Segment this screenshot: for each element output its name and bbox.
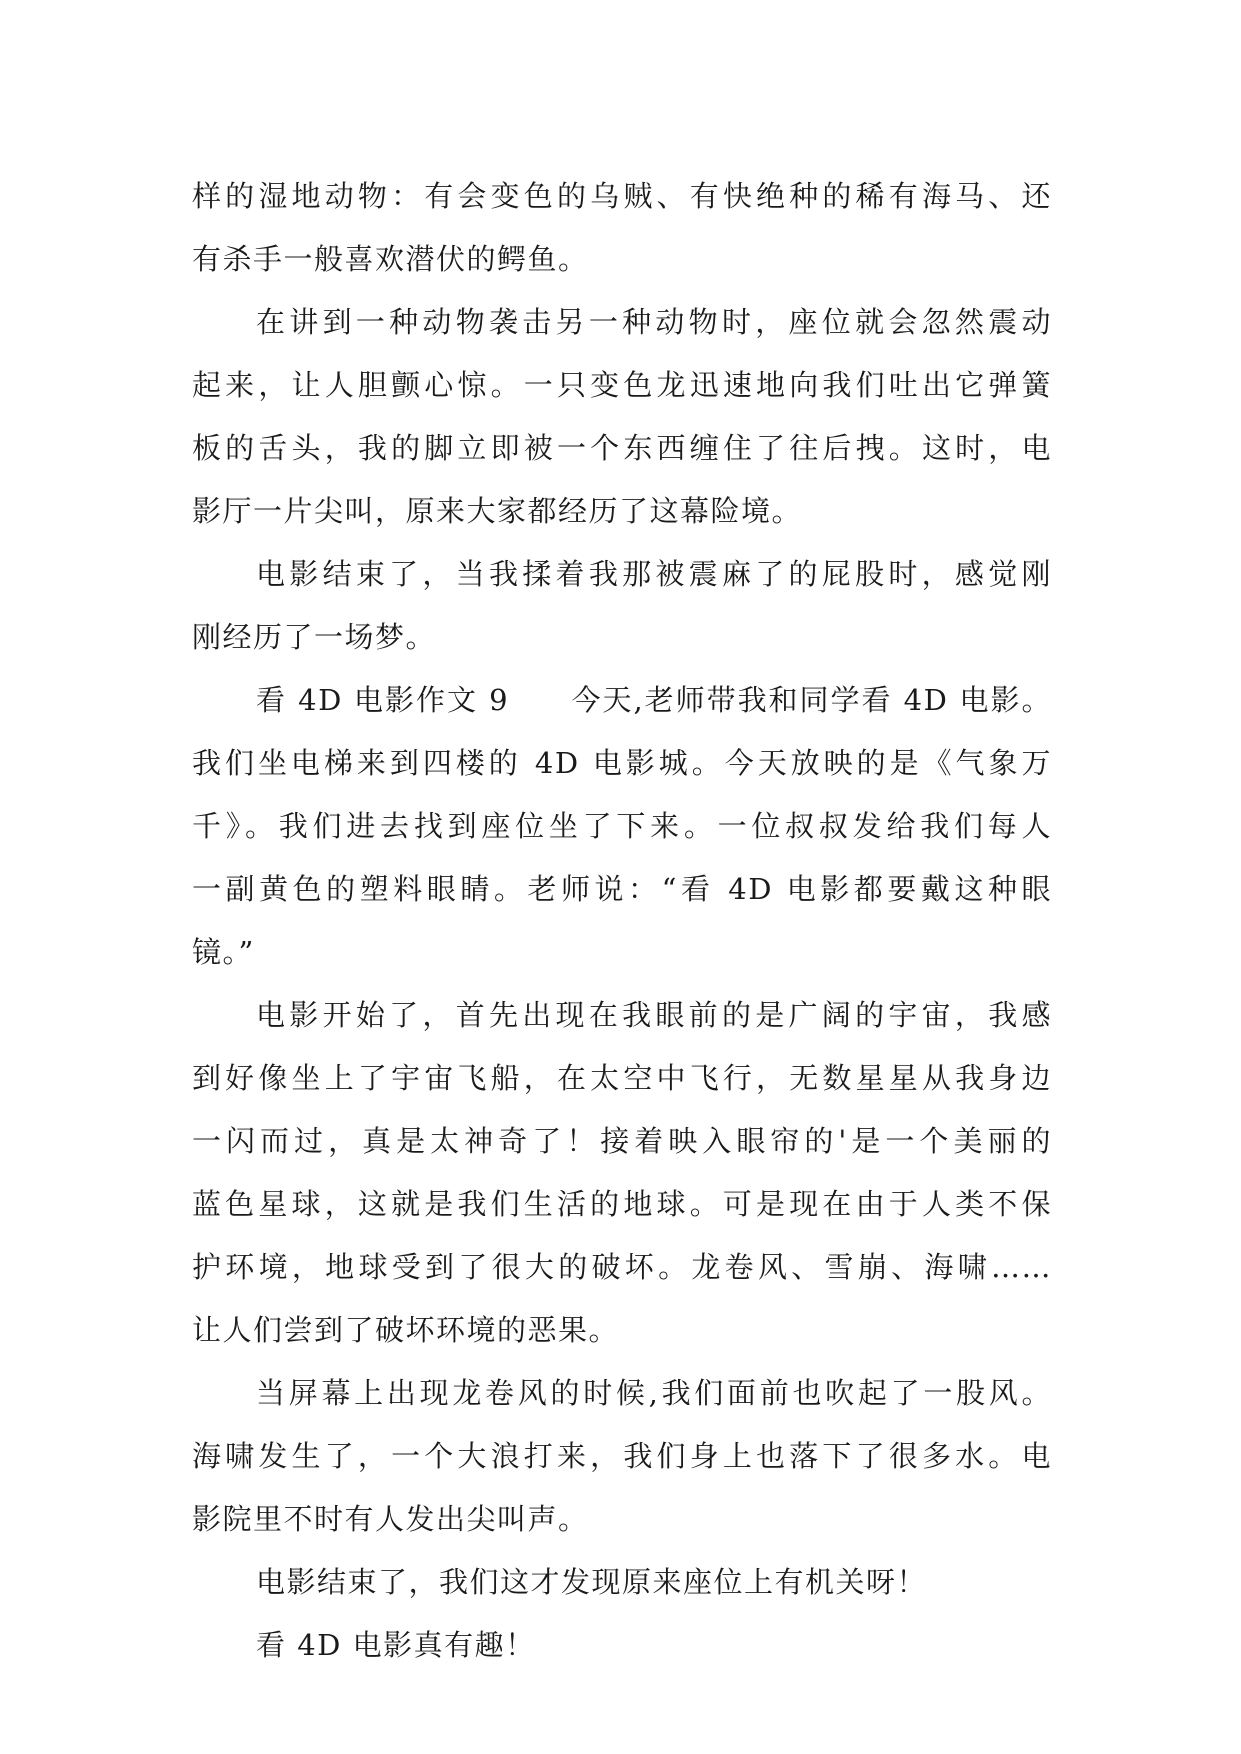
text-line: 护环境，地球受到了很大的破坏。龙卷风、雪崩、海啸…… [192,1250,1052,1284]
text-line: 看 4D 电影真有趣！ [256,1628,536,1662]
text-line: 让人们尝到了破坏环境的恶果。 [192,1313,620,1347]
body-text [192,165,1052,1677]
text-line: 到好像坐上了宇宙飞船，在太空中飞行，无数星星从我身边 [192,1061,1052,1095]
text-line: 在讲到一种动物袭击另一种动物时，座位就会忽然震动 [256,305,1052,339]
text-line: 起来，让人胆颤心惊。一只变色龙迅速地向我们吐出它弹簧 [192,368,1052,402]
text-line: 刚经历了一场梦。 [192,620,437,654]
text-line: 一闪而过，真是太神奇了！接着映入眼帘的'是一个美丽的 [192,1124,1052,1158]
text-line: 看 4D 电影作文 9 今天,老师带我和同学看 4D 电影。 [256,683,1052,717]
text-line: 电影结束了，我们这才发现原来座位上有机关呀！ [256,1565,928,1599]
text-line: 电影开始了，首先出现在我眼前的是广阔的宇宙，我感 [256,998,1052,1032]
text-line: 有杀手一般喜欢潜伏的鳄鱼。 [192,242,589,276]
text-line: 海啸发生了，一个大浪打来，我们身上也落下了很多水。电 [192,1439,1052,1473]
text-line: 影院里不时有人发出尖叫声。 [192,1502,589,1536]
text-line: 千》。我们进去找到座位坐了下来。一位叔叔发给我们每人 [192,809,1052,843]
text-line: 镜。” [192,935,255,969]
text-line: 样的湿地动物：有会变色的乌贼、有快绝种的稀有海马、还 [192,179,1052,213]
text-line: 影厅一片尖叫，原来大家都经历了这幕险境。 [192,494,803,528]
text-line: 蓝色星球，这就是我们生活的地球。可是现在由于人类不保 [192,1187,1052,1221]
text-line: 我们坐电梯来到四楼的 4D 电影城。今天放映的是《气象万 [192,746,1052,780]
text-line: 一副黄色的塑料眼睛。老师说：“看 4D 电影都要戴这种眼 [192,872,1052,906]
text-line: 当屏幕上出现龙卷风的时候,我们面前也吹起了一股风。 [256,1376,1052,1410]
text-line: 电影结束了，当我揉着我那被震麻了的屁股时，感觉刚 [256,557,1052,591]
text-line: 板的舌头，我的脚立即被一个东西缠住了往后拽。这时，电 [192,431,1052,465]
